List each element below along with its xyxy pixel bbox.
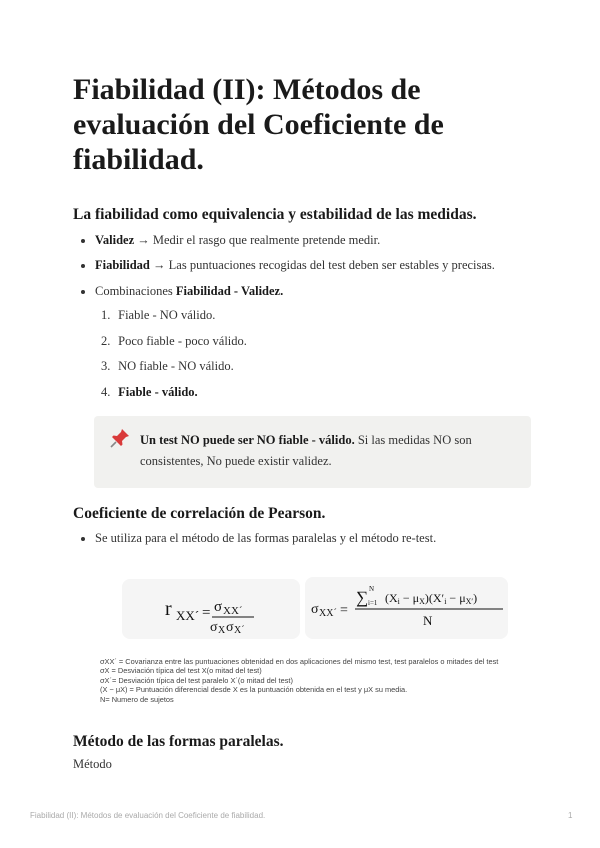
- callout-box: [94, 416, 531, 488]
- page-title: Fiabilidad (II): Métodos de evaluación del Coeficiente de fiabilidad.: [73, 73, 444, 176]
- formula-r: r: [165, 598, 172, 620]
- formula-den-sub1: X: [218, 625, 226, 636]
- numbered-item-1: 1. Fiable - NO válido.: [101, 308, 216, 322]
- formula-covariance: [305, 577, 508, 639]
- cov-sigma: σ: [311, 602, 319, 617]
- formula-eq: =: [202, 605, 211, 621]
- cov-terms: (Xi − μX)(X′i − μX′): [385, 591, 478, 606]
- callout-text: Un test NO puede ser NO fiable - válido. Si las medidas NO son consistentes, No puede existir validez.: [140, 433, 472, 468]
- cov-denominator: N: [423, 613, 433, 628]
- legend-line-1: σXX´ = Covarianza entre las puntuaciones obtenidad en dos aplicaciones del mismo test, test paralelos o mitades del test: [100, 657, 499, 666]
- list-item-validez: Validez → Medir el rasgo que realmente pretende medir.: [95, 233, 381, 247]
- footer-title: Fiabilidad (II): Métodos de evaluación del Coeficiente de fiabilidad.: [30, 811, 266, 820]
- legend-line-4: (X − μX) = Puntuación diferencial desde X es la puntuación obtenida en el test y μX su media.: [100, 685, 408, 695]
- formula-r-sub: XX´: [176, 608, 200, 623]
- legend-line-2: σX = Desviación típica del test X(o mitad del test): [100, 666, 262, 676]
- cov-eq: =: [340, 603, 348, 618]
- list-item-pearson-use: Se utiliza para el método de las formas paralelas y el método re-test.: [95, 531, 437, 545]
- numbered-item-3: 3. NO fiable - NO válido.: [101, 359, 234, 373]
- cov-sum-symbol: ∑: [356, 588, 369, 607]
- paragraph-metodo: Método: [73, 757, 112, 771]
- legend-line-5: N= Numero de sujetos: [100, 694, 174, 704]
- section-heading-fiabilidad: La fiabilidad como equivalencia y estabilidad de las medidas.: [73, 206, 477, 223]
- section-heading-pearson: Coeficiente de correlación de Pearson.: [73, 505, 326, 522]
- formula-num-sub: XX´: [223, 605, 243, 617]
- list-item-fiabilidad: Fiabilidad → Las puntuaciones recogidas del test deben ser estables y precisas.: [95, 258, 495, 272]
- legend-line-3: σX´= Desviación típica del test paralelo X´(o mitad del test): [100, 675, 293, 685]
- formula-den-sigma2: σ: [226, 620, 234, 635]
- formula-covariance-svg: [305, 577, 508, 639]
- formula-legend: [100, 657, 540, 704]
- section-heading-formas-paralelas: Método de las formas paralelas.: [73, 733, 284, 750]
- formula-pearson-ratio: [122, 579, 300, 639]
- formula-den-sub2: X´: [234, 625, 245, 636]
- formula-num-sigma: σ: [214, 599, 223, 615]
- formula-den-sigma1: σ: [210, 620, 218, 635]
- cov-sum-top: N: [369, 585, 375, 593]
- cov-sigma-sub: XX´: [319, 608, 337, 619]
- cov-sum-bottom: i=1: [368, 599, 378, 607]
- numbered-item-2: 2. Poco fiable - poco válido.: [101, 334, 247, 348]
- pushpin-icon: [110, 428, 130, 448]
- footer-page-number: 1: [568, 811, 573, 820]
- numbered-item-4: 4. Fiable - válido.: [101, 385, 198, 399]
- list-item-combinaciones: Combinaciones Fiabilidad - Validez.: [95, 284, 284, 298]
- formula-ratio-svg: [122, 579, 300, 639]
